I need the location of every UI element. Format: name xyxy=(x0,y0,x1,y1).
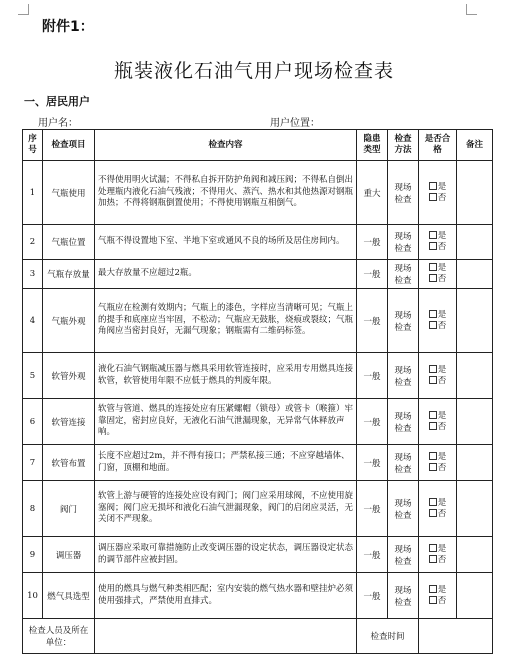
check-item: 气瓶使用 xyxy=(43,161,95,225)
check-content: 液化石油气钢瓶减压器与燃具采用软管连接时，应采用专用燃具连接软管，软管使用年限不应低于燃具的判废年限。 xyxy=(95,353,357,399)
checkbox-icon[interactable] xyxy=(429,274,437,282)
table-row xyxy=(23,573,493,619)
page-corner-mark-left xyxy=(18,4,29,15)
checkbox-icon[interactable] xyxy=(429,263,437,271)
header-method: 检查方法 xyxy=(388,130,419,161)
checkbox-icon[interactable] xyxy=(429,242,437,250)
check-method: 现场检查 xyxy=(388,225,419,260)
inspection-table xyxy=(22,129,493,654)
check-item: 燃气具选型 xyxy=(43,573,95,619)
qualified-options xyxy=(419,445,457,481)
qualified-options xyxy=(419,260,457,289)
option-yes-label: 是 xyxy=(437,231,447,241)
annex-label: 附件1： xyxy=(42,19,94,35)
row-number: 1 xyxy=(23,161,43,225)
check-content: 最大存放量不应超过2瓶。 xyxy=(95,260,357,289)
hazard-type: 一般 xyxy=(357,260,388,289)
check-method: 现场检查 xyxy=(388,399,419,445)
option-yes[interactable] xyxy=(422,263,453,274)
header-remark: 备注 xyxy=(457,130,493,161)
option-yes-label: 是 xyxy=(437,364,447,375)
header-no: 序号 xyxy=(23,130,43,161)
hazard-type: 一般 xyxy=(357,481,388,537)
checkbox-icon[interactable] xyxy=(429,376,437,384)
check-item: 气瓶位置 xyxy=(43,225,95,260)
option-yes[interactable] xyxy=(422,585,453,596)
option-no[interactable] xyxy=(422,193,453,204)
remark-cell[interactable] xyxy=(457,289,493,353)
checkbox-icon[interactable] xyxy=(429,231,437,239)
option-no-label: 否 xyxy=(437,554,447,565)
checkbox-icon[interactable] xyxy=(429,321,437,329)
check-item: 气瓶外观 xyxy=(43,289,95,353)
checkbox-icon[interactable] xyxy=(429,193,437,201)
qualified-options xyxy=(419,161,457,225)
check-content: 不得使用明火试漏；不得私自拆开防护角阀和减压阀；不得私自倒出处理瓶内液化石油气残液；不得用火、蒸汽、热水和其他热源对钢瓶加热；不得将钢瓶倒置使用；不得使用钢瓶互相倒气。 xyxy=(95,161,357,225)
option-no-label: 否 xyxy=(437,375,447,386)
checkbox-icon[interactable] xyxy=(429,509,437,517)
check-content: 气瓶应在检测有效期内；气瓶上的漆色，字样应当清晰可见；气瓶上的提手和底座应当牢固，不松动；气瓶应无鼓胀，烧痕或裂纹；气瓶角阀应当密封良好，无漏气现象；钢瓶需有二维码标签。 xyxy=(95,289,357,353)
check-method: 现场检查 xyxy=(388,445,419,481)
check-method: 现场检查 xyxy=(388,161,419,225)
option-no[interactable] xyxy=(422,509,453,520)
row-number: 6 xyxy=(23,399,43,445)
table-header-row xyxy=(23,130,493,161)
qualified-options xyxy=(419,289,457,353)
check-item: 软管布置 xyxy=(43,445,95,481)
inspection-time-field[interactable] xyxy=(419,619,493,654)
document-title: 瓶装液化石油气用户现场检查表 xyxy=(113,60,394,82)
row-number: 4 xyxy=(23,289,43,353)
option-yes-label: 是 xyxy=(437,497,447,508)
row-number: 2 xyxy=(23,225,43,260)
option-no-label: 否 xyxy=(437,421,447,432)
option-no-label: 否 xyxy=(437,508,447,519)
option-yes[interactable] xyxy=(422,182,453,193)
option-no[interactable] xyxy=(422,242,453,253)
remark-cell[interactable] xyxy=(457,225,493,260)
header-content: 检查内容 xyxy=(95,130,357,161)
checkbox-icon[interactable] xyxy=(429,544,437,552)
checkbox-icon[interactable] xyxy=(429,463,437,471)
table-row xyxy=(23,161,493,225)
option-no[interactable] xyxy=(422,596,453,607)
hazard-type: 一般 xyxy=(357,225,388,260)
option-no-label: 否 xyxy=(437,462,447,473)
option-no-label: 否 xyxy=(437,595,447,606)
check-item: 软管外观 xyxy=(43,353,95,399)
checkbox-icon[interactable] xyxy=(429,555,437,563)
table-row xyxy=(23,481,493,537)
remark-cell[interactable] xyxy=(457,537,493,573)
option-yes[interactable] xyxy=(422,498,453,509)
check-item: 阀门 xyxy=(43,481,95,537)
option-no-label: 否 xyxy=(437,242,447,252)
hazard-type: 重大 xyxy=(357,161,388,225)
check-content: 调压器应采取可靠措施防止改变调压器的设定状态，调压器设定状态的调节部件应被封固。 xyxy=(95,537,357,573)
check-method: 现场检查 xyxy=(388,260,419,289)
checkbox-icon[interactable] xyxy=(429,596,437,604)
table-footer-row xyxy=(23,619,493,654)
header-hazard: 隐患类型 xyxy=(357,130,388,161)
check-method: 现场检查 xyxy=(388,573,419,619)
table-row xyxy=(23,399,493,445)
option-no[interactable] xyxy=(422,555,453,566)
qualified-options xyxy=(419,537,457,573)
checkbox-icon[interactable] xyxy=(429,422,437,430)
qualified-options xyxy=(419,573,457,619)
hazard-type: 一般 xyxy=(357,445,388,481)
option-yes-label: 是 xyxy=(437,451,447,462)
option-yes-label: 是 xyxy=(437,263,447,273)
remark-cell[interactable] xyxy=(457,573,493,619)
hazard-type: 一般 xyxy=(357,537,388,573)
table-row xyxy=(23,225,493,260)
remark-cell[interactable] xyxy=(457,260,493,289)
checkbox-icon[interactable] xyxy=(429,182,437,190)
option-yes[interactable] xyxy=(422,365,453,376)
option-yes-label: 是 xyxy=(437,543,447,554)
header-item: 检查项目 xyxy=(43,130,95,161)
qualified-options xyxy=(419,225,457,260)
option-yes-label: 是 xyxy=(437,309,447,320)
qualified-options xyxy=(419,353,457,399)
option-yes[interactable] xyxy=(422,231,453,242)
qualified-options xyxy=(419,399,457,445)
user-name-label: 用户名： xyxy=(38,118,78,129)
check-method: 现场检查 xyxy=(388,537,419,573)
hazard-type: 一般 xyxy=(357,289,388,353)
section-heading: 一、居民用户 xyxy=(24,95,90,108)
checkbox-icon[interactable] xyxy=(429,411,437,419)
option-yes-label: 是 xyxy=(437,410,447,421)
check-content: 长度不应超过2m，并不得有接口；严禁私接三通；不应穿越墙体、门窗，顶棚和地面。 xyxy=(95,445,357,481)
row-number: 3 xyxy=(23,260,43,289)
remark-cell[interactable] xyxy=(457,353,493,399)
option-yes[interactable] xyxy=(422,544,453,555)
checkbox-icon[interactable] xyxy=(429,310,437,318)
check-content: 气瓶不得设置地下室、半地下室或通风不良的场所及居住房间内。 xyxy=(95,225,357,260)
check-method: 现场检查 xyxy=(388,481,419,537)
check-item: 气瓶存放量 xyxy=(43,260,95,289)
table-row xyxy=(23,353,493,399)
option-no-label: 否 xyxy=(437,192,447,203)
qualified-options xyxy=(419,481,457,537)
inspection-time-label: 检查时间 xyxy=(357,619,419,654)
option-yes[interactable] xyxy=(422,411,453,422)
table-row xyxy=(23,445,493,481)
inspector-field[interactable] xyxy=(95,619,357,654)
page-corner-mark-right xyxy=(466,4,477,15)
row-number: 10 xyxy=(23,573,43,619)
check-method: 现场检查 xyxy=(388,353,419,399)
table-row xyxy=(23,289,493,353)
checkbox-icon[interactable] xyxy=(429,585,437,593)
hazard-type: 一般 xyxy=(357,573,388,619)
row-number: 8 xyxy=(23,481,43,537)
row-number: 7 xyxy=(23,445,43,481)
inspector-label: 检查人员及所在单位： xyxy=(23,619,95,654)
user-location-label: 用户位置： xyxy=(270,118,320,129)
table-row xyxy=(23,537,493,573)
check-item: 调压器 xyxy=(43,537,95,573)
hazard-type: 一般 xyxy=(357,399,388,445)
option-no[interactable] xyxy=(422,422,453,433)
remark-cell[interactable] xyxy=(457,161,493,225)
remark-cell[interactable] xyxy=(457,445,493,481)
option-yes[interactable] xyxy=(422,310,453,321)
option-no[interactable] xyxy=(422,463,453,474)
checkbox-icon[interactable] xyxy=(429,365,437,373)
option-yes[interactable] xyxy=(422,452,453,463)
option-no[interactable] xyxy=(422,274,453,285)
hazard-type: 一般 xyxy=(357,353,388,399)
option-yes-label: 是 xyxy=(437,181,447,192)
check-content: 使用的燃具与燃气种类相匹配；室内安装的燃气热水器和壁挂炉必须使用强排式，严禁使用直排式。 xyxy=(95,573,357,619)
table-row xyxy=(23,260,493,289)
remark-cell[interactable] xyxy=(457,481,493,537)
remark-cell[interactable] xyxy=(457,399,493,445)
check-content: 软管与管道、燃具的连接处应有压紧螺帽（锁母）或管卡（喉箍）牢靠固定，密封应良好，无液化石油气泄漏现象，无异常气体释放声响。 xyxy=(95,399,357,445)
check-method: 现场检查 xyxy=(388,289,419,353)
checkbox-icon[interactable] xyxy=(429,498,437,506)
checkbox-icon[interactable] xyxy=(429,452,437,460)
option-no-label: 否 xyxy=(437,274,447,284)
check-content: 软管上游与硬管的连接处应设有阀门；阀门应采用球阀，不应使用旋塞阀；阀门应无损坏和液化石油气泄漏现象，阀门的启闭应灵活，无关闭不严现象。 xyxy=(95,481,357,537)
option-yes-label: 是 xyxy=(437,584,447,595)
check-item: 软管连接 xyxy=(43,399,95,445)
row-number: 5 xyxy=(23,353,43,399)
option-no-label: 否 xyxy=(437,320,447,331)
option-no[interactable] xyxy=(422,376,453,387)
row-number: 9 xyxy=(23,537,43,573)
header-qualified: 是否合格 xyxy=(419,130,457,161)
option-no[interactable] xyxy=(422,321,453,332)
